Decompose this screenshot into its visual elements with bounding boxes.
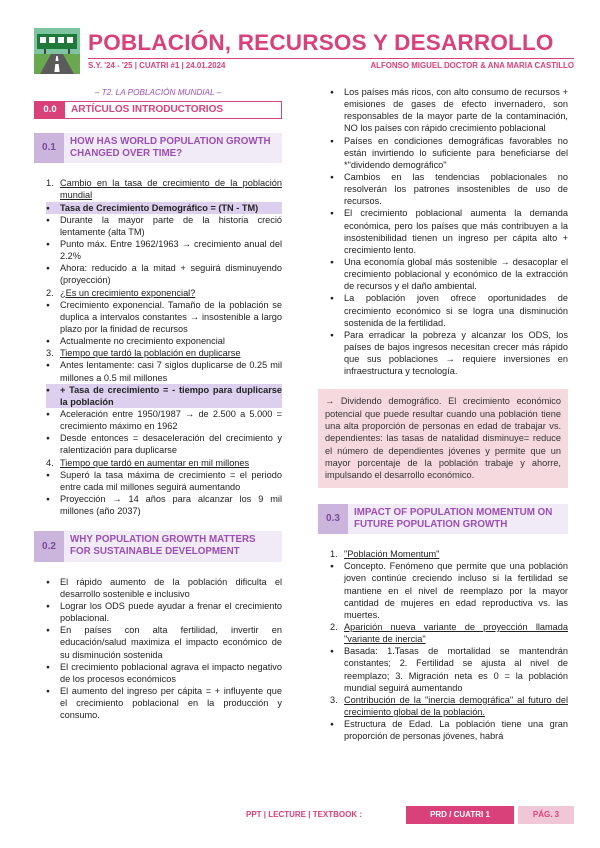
bullet-icon xyxy=(46,600,50,613)
list-item xyxy=(330,645,568,694)
list-number: 3. xyxy=(46,348,54,359)
section-title: IMPACT OF POPULATION MOMENTUM ON FUTURE POPULATION GROWTH xyxy=(348,504,568,534)
list-item-text: ¿Es un crecimiento exponencial? xyxy=(60,287,196,298)
list-item-text: Actualmente no crecimiento exponencial xyxy=(60,336,225,347)
list-item-text: Crecimiento exponencial. Tamaño de la población se duplica a intervalos constantes → insostenible a largo plazo por la finidad de recursos xyxy=(60,299,282,334)
list-item xyxy=(46,432,282,456)
list-number: 2. xyxy=(46,287,54,298)
list-item-text: El crecimiento poblacional agrava el impacto negativo de los procesos económicos xyxy=(60,661,282,684)
bullet-icon xyxy=(330,86,334,99)
list-item xyxy=(46,624,282,660)
list-item xyxy=(330,621,568,645)
list-item-text: Cambio en la tasa de crecimiento de la población mundial xyxy=(60,178,282,201)
list-item-text: La población joven ofrece oportunidades de crecimiento económico si se logra una disminución sostenida de la fertilidad. xyxy=(344,293,568,328)
list-item-text: Concepto. Fenómeno que permite que una población joven continúe creciendo incluso si la fertilidad se mantiene en el nivel de reemplazo por la mayor cantidad de mujeres en edad reproductiva vs. las muertes. xyxy=(344,561,568,620)
bullet-icon xyxy=(46,661,50,674)
list-item xyxy=(46,576,282,600)
section-0-2-heading xyxy=(34,531,282,561)
section-0-1-list xyxy=(34,177,282,517)
bullet-icon xyxy=(46,202,50,215)
bullet-icon xyxy=(330,171,334,184)
list-item-text: Lograr los ODS puede ayudar a frenar el crecimiento poblacional. xyxy=(60,600,282,624)
list-item-text: Tasa de Crecimiento Demográfico = (TN - TM) xyxy=(60,202,259,213)
list-item-text: Una economía global más sostenible → desacoplar el crecimiento poblacional y económico de la extracción de recursos y el daño ambiental. xyxy=(344,256,568,292)
page-title: POBLACIÓN, RECURSOS Y DESARROLLO xyxy=(88,30,554,55)
list-item-text: Antes lentamente: casi 7 siglos duplicarse de 0.25 mil millones a 0.5 mil millones xyxy=(60,360,282,383)
list-item-text: Punto máx. Entre 1962/1963 → crecimiento anual del 2.2% xyxy=(60,239,282,262)
list-item-text: Estructura de Edad. La población tiene una gran proporción de personas jóvenes, habrá xyxy=(344,719,568,742)
list-item xyxy=(330,135,568,171)
list-item-text: "Población Momentum" xyxy=(344,549,440,560)
list-number: 2. xyxy=(330,621,338,632)
bullet-icon xyxy=(330,645,334,658)
right-column xyxy=(318,86,568,742)
list-item-text: En países con alta fertilidad, invertir en educación/salud maximiza el impacto económico de su disminución sostenida xyxy=(60,625,282,660)
bullet-icon xyxy=(46,432,50,445)
bullet-icon xyxy=(46,214,50,227)
footer-course: PRD / CUATRI 1 xyxy=(406,806,514,824)
bullet-icon xyxy=(46,685,50,698)
list-item xyxy=(330,292,568,328)
section-0-2-list-continued xyxy=(318,86,568,377)
list-item-text: Para erradicar la pobreza y alcanzar los ODS, los países de bajos ingresos necesitan crecer más rápido que sus poblaciones → requiere inversiones en infraestructura y tecnología. xyxy=(344,329,568,377)
section-0-2-list xyxy=(34,576,282,722)
section-0-0-heading xyxy=(34,101,282,119)
footer-page-number: PÁG. 3 xyxy=(518,806,574,824)
bullet-icon xyxy=(46,384,50,397)
list-item-text: Contribución de la "inercia demográfica" al futuro del crecimiento global de la población. xyxy=(344,694,568,717)
section-0-3-heading xyxy=(318,504,568,534)
section-number: 0.0 xyxy=(35,102,65,118)
list-number: 1. xyxy=(330,549,338,560)
bullet-icon xyxy=(46,493,50,506)
list-item xyxy=(330,86,568,135)
list-item-text: Ahora: reducido a la mitad + seguirá disminuyendo (proyección) xyxy=(60,263,282,286)
list-item-text: Tiempo que tardó la población en duplicarse xyxy=(60,348,241,359)
section-0-3-list xyxy=(318,548,568,742)
bullet-icon xyxy=(330,256,334,269)
list-item xyxy=(46,600,282,624)
page-header xyxy=(34,28,574,80)
bullet-icon xyxy=(46,624,50,637)
section-title: WHY POPULATION GROWTH MATTERS FOR SUSTAINABLE DEVELOPMENT xyxy=(64,531,282,561)
bullet-icon xyxy=(46,408,50,421)
list-item xyxy=(330,718,568,742)
bullet-icon xyxy=(46,359,50,372)
list-item xyxy=(46,493,282,517)
list-item-text: Proyección → 14 años para alcanzar los 9 mil millones (año 2037) xyxy=(60,493,282,517)
list-item-text: El rápido aumento de la población dificulta el desarrollo sostenible e inclusivo xyxy=(60,576,282,599)
footer-sources: PPT | LECTURE | TEXTBOOK : xyxy=(246,810,363,819)
bullet-icon xyxy=(46,238,50,251)
list-item-text: El aumento del ingreso per cápita = + influyente que el crecimiento poblacional en la producción y consumo. xyxy=(60,685,282,721)
bullet-icon xyxy=(46,262,50,275)
list-item xyxy=(46,214,282,238)
list-item-text: Los países más ricos, con alto consumo de recursos + emisiones de gases de efecto invernadero, son responsables de la mayor parte de la contaminación, NO los países con rápido crecimiento poblacional xyxy=(344,87,568,134)
bullet-icon xyxy=(46,335,50,348)
list-item xyxy=(46,262,282,286)
bullet-icon xyxy=(46,576,50,589)
bullet-icon xyxy=(46,469,50,482)
list-item xyxy=(46,202,282,214)
section-number: 0.3 xyxy=(318,504,348,534)
left-column xyxy=(34,88,282,721)
list-item xyxy=(46,661,282,685)
list-number: 3. xyxy=(330,694,338,705)
header-meta-date: S.Y. '24 - '25 | CUATRI #1 | 24.01.2024 xyxy=(88,61,226,70)
bullet-icon xyxy=(46,299,50,312)
list-item xyxy=(46,335,282,347)
list-item-text: Países en condiciones demográficas favorables no están invirtiendo lo suficiente para beneficiarse del *"dividendo demográfico" xyxy=(344,135,568,170)
list-item-text: Tiempo que tardó en aumentar en mil millones xyxy=(60,457,250,468)
list-item xyxy=(330,171,568,207)
section-title: ARTÍCULOS INTRODUCTORIOS xyxy=(71,104,224,116)
list-item xyxy=(46,299,282,335)
bullet-icon xyxy=(330,292,334,305)
section-0-1-heading xyxy=(34,133,282,163)
bullet-icon xyxy=(330,135,334,148)
section-number: 0.1 xyxy=(34,133,64,163)
list-item-text: Cambios en las tendencias poblacionales no resolverán los patrones insostenibles de uso de recursos. xyxy=(344,171,568,207)
unit-label: – T2. LA POBLACIÓN MUNDIAL – xyxy=(94,88,222,97)
header-meta-authors: ALFONSO MIGUEL DOCTOR & ANA MARIA CASTILLO xyxy=(370,61,574,70)
list-number: 4. xyxy=(46,457,54,468)
dividend-definition-box: → Dividendo demográfico. El crecimiento económico potencial que puede resultar cuando una población tiene una alta proporción de personas en edad de trabajar vs. dependientes: las tasas de natalidad disminuye= reduce el número de dependientes jóvenes y permite que un mayor porcentaje de la población trabaje y ahorre, impulsando el desarrollo económico. xyxy=(318,389,568,487)
list-item xyxy=(330,560,568,621)
list-item xyxy=(46,238,282,262)
list-item xyxy=(46,287,282,299)
list-item xyxy=(330,256,568,292)
list-item xyxy=(46,685,282,721)
list-item-text: El crecimiento poblacional aumenta la demanda económica, pero los países que más contribuyen a la insostenibilidad tienen un ingreso per cápita alto + crecimiento lento. xyxy=(344,208,568,255)
list-item xyxy=(330,207,568,256)
list-item-text: Desde entonces = desaceleración del crecimiento y ralentización para duplicarse xyxy=(60,433,282,456)
list-item xyxy=(46,408,282,432)
road-highway-icon xyxy=(34,28,80,74)
list-number: 1. xyxy=(46,178,54,189)
list-item-text: Superó la tasa máxima de crecimiento = el periodo entre cada mil millones seguirá aumentando xyxy=(60,469,282,492)
list-item xyxy=(330,329,568,378)
list-item-text: Basada: 1.Tasas de mortalidad se mantendrán constantes; 2. Fertilidad se ajusta al nivel de reemplazo; 3. Migración neta es 0 = la población mundial seguirá aumentando xyxy=(344,646,568,693)
section-title: HOW HAS WORLD POPULATION GROWTH CHANGED OVER TIME? xyxy=(64,133,282,163)
list-item-text: Aceleración entre 1950/1987 → de 2.500 a 5.000 = crecimiento máximo en 1962 xyxy=(60,408,282,432)
bullet-icon xyxy=(330,329,334,342)
bullet-icon xyxy=(330,560,334,573)
list-item xyxy=(46,457,282,469)
list-item xyxy=(46,469,282,493)
bullet-icon xyxy=(330,207,334,220)
list-item-text: Aparición nueva variante de proyección llamada "variante de inercia" xyxy=(344,621,568,645)
list-item xyxy=(330,548,568,560)
list-item xyxy=(46,384,282,408)
header-meta xyxy=(88,58,574,71)
bullet-icon xyxy=(330,718,334,731)
list-item xyxy=(46,177,282,201)
list-item xyxy=(330,694,568,718)
section-number: 0.2 xyxy=(34,531,64,561)
list-item-text: Durante la mayor parte de la historia creció lentamente (alta TM) xyxy=(60,214,282,237)
list-item xyxy=(46,359,282,383)
list-item xyxy=(46,347,282,359)
list-item-text: + Tasa de crecimiento = - tiempo para duplicarse la población xyxy=(60,384,282,407)
page-footer xyxy=(246,806,574,824)
